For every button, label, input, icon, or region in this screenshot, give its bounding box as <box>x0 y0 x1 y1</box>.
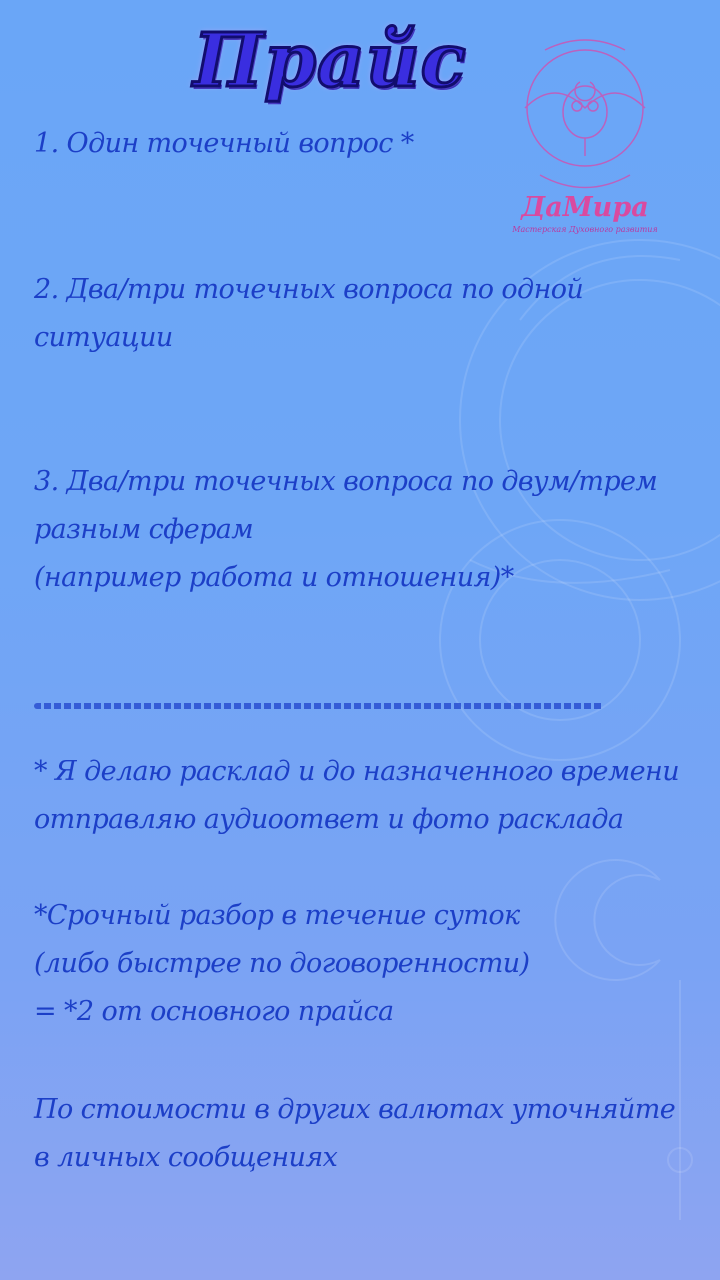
price-item-3: 3. Два/три точечных вопроса по двум/трем разным сферам (например работа и отношения)* <box>34 466 658 593</box>
brand-logo <box>505 30 665 235</box>
price-item-2: 2. Два/три точечных вопроса по одной ситуации <box>34 274 584 353</box>
owl-moon-hands-icon <box>505 30 665 195</box>
brand-subtitle: Мастерская Духовного развития <box>512 225 658 234</box>
note-delivery: * Я делаю расклад и до назначенного времени отправляю аудиоответ и фото расклада <box>34 756 680 835</box>
page-title: Прайс <box>193 18 467 104</box>
note-urgent: *Срочный разбор в течение суток (либо быстрее по договоренности) = *2 от основного прайса <box>34 900 530 1027</box>
price-item-1: 1. Один точечный вопрос * <box>34 128 414 159</box>
divider <box>34 703 604 709</box>
note-currency: По стоимости в других валютах уточняйте в личных сообщениях <box>34 1094 676 1173</box>
brand-name: ДаМира <box>521 192 649 223</box>
